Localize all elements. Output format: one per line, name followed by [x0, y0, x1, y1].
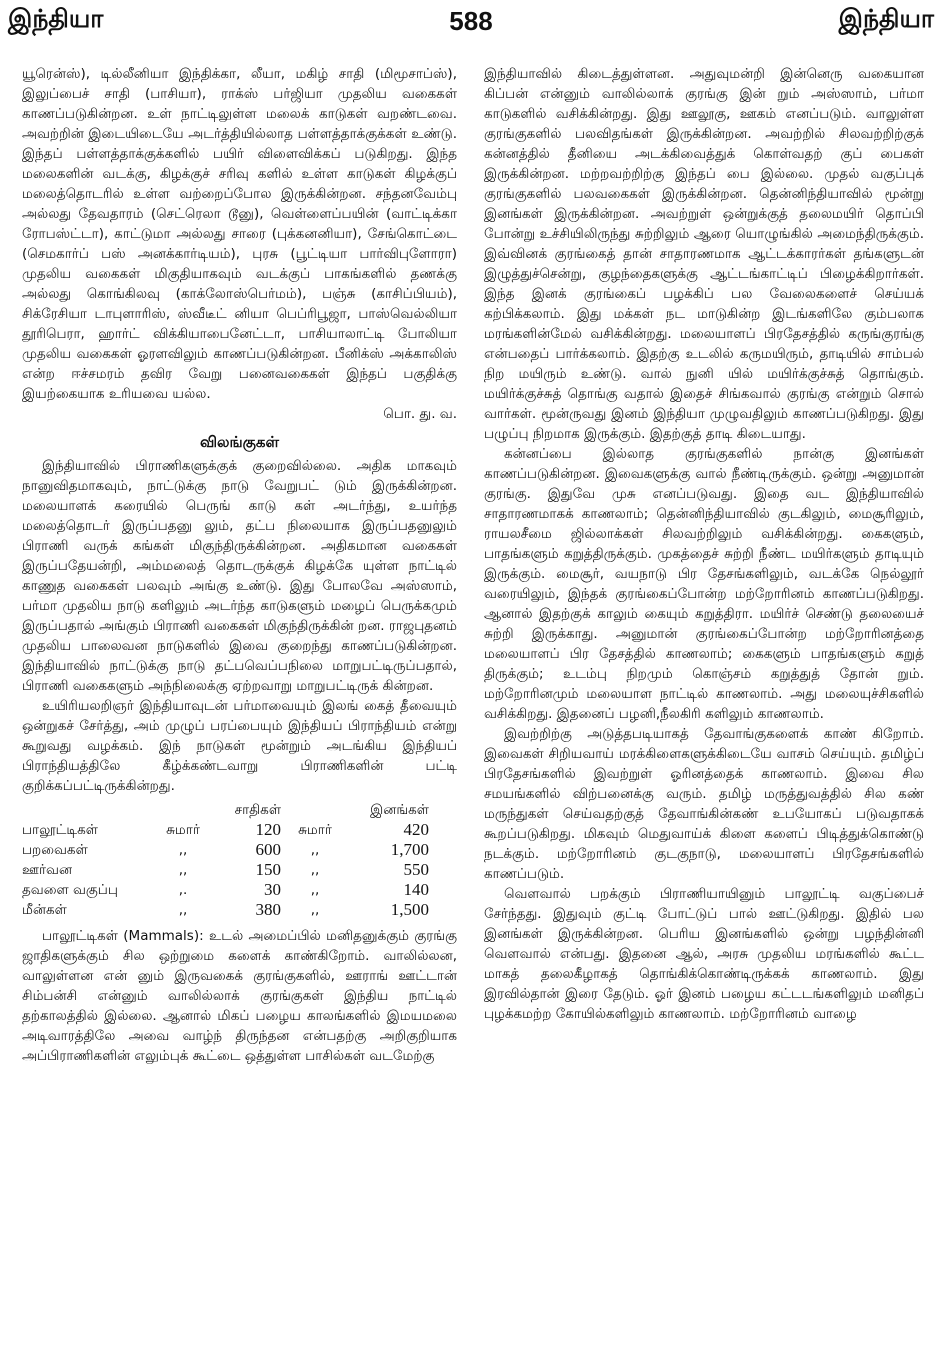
right-column — [484, 64, 924, 1362]
paragraph: இந்தியாவில் கிடைத்துள்ளன. அதுவுமன்றி இன்னெரு வகையான கிப்பன் என்னும் வாலில்லாக் குரங்கு இன் றும் அஸ்ஸாம், பர்மா காடுகளில் வசிக்கின்றது. இது ஊலூகு, ஊகம் எனப்படும். வாலுள்ள குரங்குகளில் பலவிதங்கள் இருக்கின்றன. அவற்றில் சிலவற்றிற்குக் கன்னத்தில் தீனியை அடக்கிவைத்துக் கொள்வதற் குப் பைகள் இருக்கின்றன. மற்றவற்றிற்கு இந்தப் பை இல்லை. முதல் வகுப்புக் குரங்குகளில் பலவகைகள் இருக்கின்றன. தென்னிந்தியாவில் மூன்று இனங்கள் இருக்கின்றன. அவற்றுள் ஒன்றுக்குத் தலைமயிர் தொப்பி போன்று உச்சியிலிருந்து சுற்றிலும் ஆரை யொழுங்கில் அமைந்திருக்கும். இவ்வினக் குரங்கைத் தான் சாதாரணமாக ஆட்டக்காரர்கள் தங்களுடன் இழுத்துச்சென்று, குழந்தைகளுக்கு ஆட்டங்காட்டிப் பிழைக்கிறார்கள். இந்த இனக் குரங்கைப் பழக்கிப் பல வேலைகளைச் செய்யக் கற்பிக்கலாம். இது மக்கள் நட மாடுகின்ற இடங்களிலே கும்பலாக மரங்களின்மேல் வசிக்கின்றது. மலையாளப் பிரதேசத்தில் கருங்குரங்கு என்பதைப் பார்க்கலாம். இதற்கு உடலில் கருமயிரும், தாடியில் சாம்பல் நிற மயிரும் உண்டு. வால் நுனி யில் மயிர்க்குச்சுத் தொங்கும். மயிர்க்குச்சுத் தொங்கு வதால் இதைச் சிங்கவால் குரங்கு என்றும் சொல் வார்கள். மூன்ருவது இனம் இந்தியா முழுவதிலும் காணப்படுகிறது. இது பழுப்பு நிறமாக இருக்கும். இதற்குத் தாடி கிடையாது. — [484, 66, 924, 442]
qualifier: ,, — [310, 882, 320, 898]
column-header-genera: சாதிகள் — [234, 802, 281, 818]
paragraph: கன்னப்பை இல்லாத குரங்குகளில் நான்கு இனங்கள் காணப்படுகின்றன. இவைகளுக்கு வால் நீண்டிருக்கும். ஒன்று அனுமான் குரங்கு. இதுவே முசு எனப்படுவது. இதை வட இந்தியாவில் சாதாரணமாகக் காணலாம்; தென்னிந்தியாவில் குடகிலும், மைசூரிலும், ராயலசீமை ஜில்லாக்கள் சிலவற்றிலும் வசிக்கின்றது. கைகளும், பாதங்களும் கறுத்திருக்கும். முகத்தைச் சுற்றி நீண்ட மயிர்களும் தாடியும் இருக்கும். மைசூர், வயநாடு பிர தேசங்களிலும், வடக்கே நெல்லூர் வரையிலும், இந்தக் குரங்கைப்போன்ற மற்றோரினம் காணப்படுகிறது. ஆனால் இதற்குக் காலும் கையும் கறுத்திரா. மயிர்ச் செண்டு தலையைச் சுற்றி இருக்காது. அனுமான் குரங்கைப்போன்ற மற்றோரினத்தை மலையாளப் பிர தேசத்தில் காணலாம்; கைகளும் பாதங்களும் கறுத் திருக்கும்; உடம்பு நிறமும் கொஞ்சம் கறுத்துத் தோன் றும். மற்றோரினமும் மலையாள நாட்டில் காணலாம். அது மலையுச்சிகளில் வசிக்கிறது. இதனைப் பழனி,நீலகிரி களிலும் காணலாம். — [484, 446, 924, 722]
qualifier: சுமார் — [298, 822, 332, 838]
genera-count: 120 — [255, 820, 281, 839]
species-count-table — [22, 800, 457, 920]
table-row — [22, 820, 457, 840]
qualifier: ,, — [178, 902, 188, 918]
page-header — [0, 0, 942, 56]
qualifier: ,, — [310, 862, 320, 878]
paragraph: யூரென்ஸ்), டில்லீனியா இந்திக்கா, லீயா, மகிழ் சாதி (மிமூசாப்ஸ்), இலுப்பைச் சாதி (பாசியா), ராக்ஸ் பர்ஜியா முதலிய வகைகள் காணப்படுகின்றன. உள் நாட்டிலுள்ள மலைக் காடுகள் வறண்டவை. அவற்றின் இடையிடையே அடர்த்தியில்லாத பள்ளத்தாக்குக்கள் உண்டு. இந்தப் பள்ளத்தாக்குக்களில் பயிர் விளைவிக்கப் படுகிறது. இந்த மலைகளின் வடக்கு, கிழக்குச் சரிவு களில் உள்ள காடுகள் கிழக்குப் மலைத்தொடரில் உள்ள வற்றைப்போல இருக்கின்றன. சந்தனவேம்பு அல்லது தேவதாரம் (செட்ரெலா டூனு), வெள்ளைப்பயின் (வாட்டிக்கா ரோபஸ்ட்டா), காட்டுமா அல்லது சாரை (புக்கனனியா), சேங்கொட்டை (செமகார்ப் பஸ் அனக்கார்டியம்), புரசு (பூட்டியா பார்விபுளோரா) முதலிய வகைகள் மிகுதியாகவும் வடக்குப் பாகங்களில் தணக்கு அல்லது கொங்கிலவு (காக்லோஸ்பெர்மம்), பஞ்சு (காசிப்பியம்), சிக்ரேசியா டாபுளாரிஸ், ஸ்வீடீட் னியா பெப்ரிபூஜா, பாஸ்வெல்லியா தூரிபெரா, ஹார்ட் விக்கியாபைனேட்டா, பாசியாலாட்டி போலியா முதலிய வகைகள் ஓரளவிலும் காணப்படுகின்றன. பீனிக்ஸ் அக்காலிஸ் என்ற ஈச்சமரம் தவிர வேறு பனைவகைகள் இந்தப் பகுதிக்கு இயற்கையாக உரியவை யல்ல. — [22, 66, 457, 402]
table-row — [22, 840, 457, 860]
table-row — [22, 860, 457, 880]
paragraph: உயிரியலறிஞர் இந்தியாவுடன் பர்மாவையும் இலங் கைத் தீவையும் ஒன்றுகச் சேர்த்து, அம் முழுப் பரப்பையும் இந்தியப் பிராந்தியம் என்று கூறுவது வழக்கம். இந் நாடுகள் மூன்றும் அடங்கிய இந்தியப் பிராந்தியத்திலே கீழ்க்கண்டவாறு பிராணிகளின் பட்டி குறிக்கப்பட்டிருக்கின்றது. — [22, 698, 457, 794]
page-number: 588 — [449, 6, 493, 36]
species-count: 140 — [403, 880, 429, 899]
table-row — [22, 880, 457, 900]
table-row — [22, 900, 457, 920]
running-title-left: இந்தியா — [8, 4, 104, 33]
species-count: 550 — [403, 860, 429, 879]
qualifier: ,. — [178, 882, 188, 898]
row-label: ஊர்வன — [22, 862, 73, 878]
genera-count: 600 — [255, 840, 281, 859]
genera-count: 150 — [255, 860, 281, 879]
qualifier: சுமார் — [166, 822, 200, 838]
row-label: பாலூட்டிகள் — [22, 822, 98, 838]
paragraph: இவற்றிற்கு அடுத்தபடியாகத் தேவாங்குகளைக் காண் கிறோம். இவைகள் சிறியவாய் மரக்கிளைகளுக்கிடையே வாசம் செய்யும். தமிழ்ப் பிரதேசங்களில் இவற்றுள் ஓரினத்தைக் காணலாம். இவை சில சமயங்களில் விற்பனைக்கு வரும். தமிழ் மருத்துவத்தில் சில கண் மருந்துகள் செய்வதற்குத் தேவாங்கின்கண் உபயோகப் படுவதாகக் கூறப்படுகிறது. மிகவும் மெதுவாய்க் கிளை களைப் பிடித்துக்கொண்டு நடக்கும். மற்றோரினம் குடகுநாடு, மலையாளப் பிரதேசங்களில் காணப்படும். — [484, 726, 924, 882]
row-label: பறவைகள் — [22, 842, 88, 858]
genera-count: 30 — [264, 880, 281, 899]
left-column — [22, 64, 457, 1362]
paragraph: வௌவால் பறக்கும் பிராணியாயினும் பாலூட்டி வகுப்பைச் சேர்ந்தது. இதுவும் குட்டி போட்டுப் பால் ஊட்டுகிறது. இதில் பல இனங்கள் இருக்கின்றன. பெரிய இனங்களில் ஒன்று பழந்தின்னி வௌவால் என்பது. இதனை ஆல், அரசு முதலிய மரங்களில் கூட்ட மாகத் தலைகீழாகத் தொங்கிக்கொண்டிருக்கக் காணலாம். இது இரவில்தான் இரை தேடும். ஓர் இனம் பழைய கட்டடங்களிலும் மனிதப் புழக்கமற்ற கோயில்களிலும் காணலாம். மற்றோரினம் வாழை — [484, 886, 924, 1022]
row-label: மீன்கள் — [22, 902, 67, 918]
genera-count: 380 — [255, 900, 281, 919]
section-heading: விலங்குகள் — [199, 433, 280, 451]
table-header — [22, 800, 457, 820]
paragraph: பாலூட்டிகள் (Mammals): உடல் அமைப்பில் மனிதனுக்கும் குரங்கு ஜாதிகளுக்கும் சில ஒற்றுமை களைக் காண்கிறோம். வாலில்லன, வாலுள்ளன என் னும் இருவகைக் குரங்குகளில், ஊராங் ஊட்டான் சிம்பன்சி என்னும் வாலில்லாக் குரங்குகள் இந்திய நாட்டில் தற்காலத்தில் இல்லை. ஆனால் மிகப் பழைய காலங்களில் இமயமலை அடிவாரத்திலே அவை வாழ்ந் திருந்தன என்பதற்கு அறிகுறியாக அப்பிராணிகளின் எலும்புக் கூட்டை ஒத்துள்ள பாசில்கள் வடமேற்கு — [22, 928, 457, 1064]
species-count: 420 — [403, 820, 429, 839]
author-initials: பொ. து. வ. — [383, 406, 457, 422]
qualifier: ,, — [310, 902, 320, 918]
species-count: 1,500 — [390, 900, 429, 919]
column-header-species: இனங்கள் — [370, 802, 429, 818]
species-count: 1,700 — [390, 840, 429, 859]
qualifier: ,, — [178, 862, 188, 878]
qualifier: ,, — [310, 842, 320, 858]
paragraph: இந்தியாவில் பிராணிகளுக்குக் குறைவில்லை. அதிக மாகவும் நானுவிதமாகவும், நாட்டுக்கு நாடு வேறுபட் டும் இருக்கின்றன. மலையாளக் கரையில் பெருங் காடு கள் அடர்ந்து, உயர்ந்த மலைத்தொடர் இருப்பதனு லும், தட்ப நிலையாக இருப்பதனுலும் பிராணி வருக் கங்கள் மிகுந்திருக்கின்றன. அதிகமான வகைகள் இருப்பதேயன்றி, அம்மலைத் தொடருக்குக் கிழக்கே யுள்ள நாட்டில் காணுத வகைகள் பலவும் அங்கு உண்டு. இது போலவே அஸ்ஸாம், பர்மா முதலிய நாடு களிலும் அடர்ந்த காடுகளும் மழைப் பெருக்கமும் இருப்பதால் அங்கும் பிராணி வகைகள் மிகுந்திருக்கின் றன. ராஜபுதனம் முதலிய பாலைவன நாடுகளில் இவை குறைந்து காணப்படுகின்றன. இந்தியாவில் நாட்டுக்கு நாடு தட்பவெப்பநிலை மாறுபட்டிருப்பதால், பிராணி வகைகளும் அந்நிலைக்கு ஏற்றவாறு மாறுபட்டிருக் கின்றன. — [22, 458, 457, 694]
row-label: தவளை வகுப்பு — [22, 882, 118, 898]
qualifier: ,, — [178, 842, 188, 858]
running-title-right: இந்தியா — [838, 4, 934, 33]
